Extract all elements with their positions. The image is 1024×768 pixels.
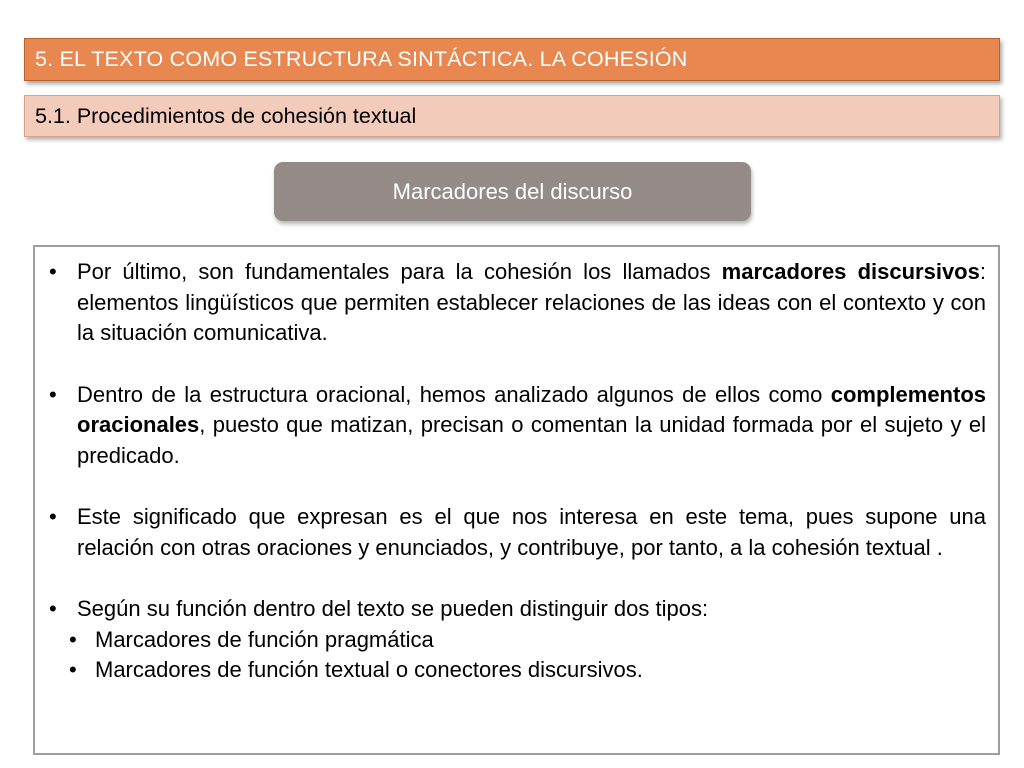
list-item: • Según su función dentro del texto se pueden distinguir dos tipos: • Marcadores de función pragmática • Marcadores de función textual o conectores discursivos. <box>45 594 986 686</box>
bullet-icon: • <box>49 504 57 529</box>
slide-subtitle-bar <box>24 95 1000 137</box>
list-item: • Por último, son fundamentales para la cohesión los llamados marcadores discursivos: elementos lingüísticos que permiten establecer relaciones de las ideas con el contexto y con la situación comunicativa. <box>49 259 986 345</box>
bullet-icon: • <box>49 259 57 284</box>
bullet-list <box>45 257 986 686</box>
bullet-icon: • <box>49 596 57 621</box>
content-box <box>33 245 1000 755</box>
list-item: • Este significado que expresan es el que nos interesa en este tema, pues supone una relación con otras oraciones y enunciados, y contribuye, por tanto, a la cohesión textual . <box>49 504 986 560</box>
slide-subtitle: 5.1. Procedimientos de cohesión textual <box>35 103 417 128</box>
bullet-icon: • <box>69 626 77 652</box>
sub-list-item: • Marcadores de función textual o conectores discursivos. <box>45 655 986 686</box>
sub-bullet-list <box>69 625 986 686</box>
slide-title: 5. EL TEXTO COMO ESTRUCTURA SINTÁCTICA. LA COHESIÓN <box>35 47 688 71</box>
bold-term: complementos oracionales <box>77 381 986 437</box>
section-label: Marcadores del discurso <box>392 178 633 204</box>
bullet-icon: • <box>69 657 77 682</box>
list-item: • Dentro de la estructura oracional, hemos analizado algunos de ellos como complementos oracionales, puesto que matizan, precisan o comentan la unidad formada por el sujeto y el predicado. <box>49 381 986 468</box>
sub-list-item: • Marcadores de función pragmática <box>45 625 986 656</box>
slide-title-bar <box>24 38 1000 81</box>
bullet-icon: • <box>49 381 57 407</box>
bold-term: marcadores discursivos <box>721 259 980 284</box>
section-label-pill <box>274 162 751 221</box>
